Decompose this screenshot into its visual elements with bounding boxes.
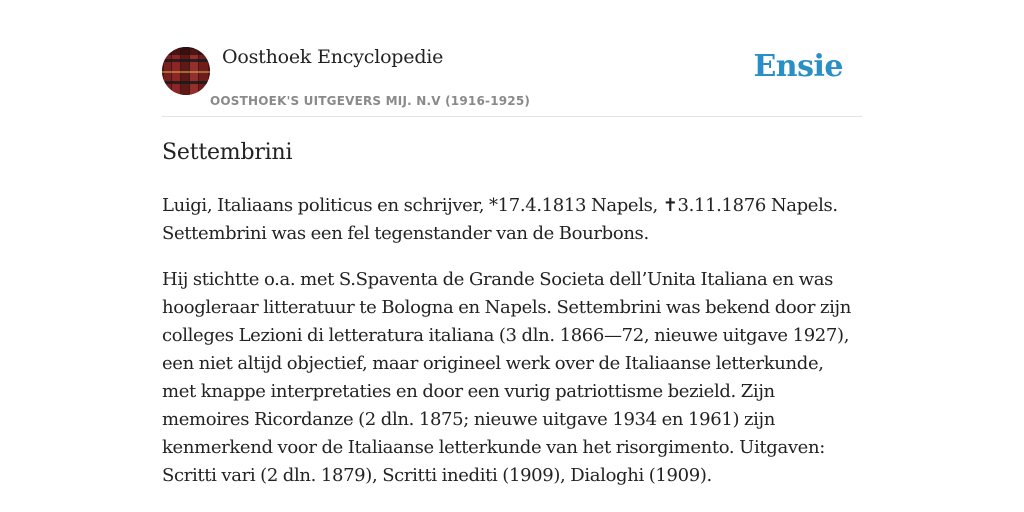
article-page: [162, 0, 862, 486]
article-paragraph: Hij stichtte o.a. met S.Spaventa de Grande Societa dell’Unita Italiana en was hoogleraar litteratuur te Bologna en Napels. Settembrini was bekend door zijn colleges Lezioni di letteratura italiana (3 dln. 1866—72, nieuwe uitgave 1927), een niet altijd objectief, maar origineel werk over de Italiaanse letterkunde, met knappe interpretaties en door een vurig patriottisme bezield. Zijn memoires Ricordanze (2 dln. 1875; nieuwe uitgave 1934 en 1961) zijn kenmerkend voor de Italiaanse letterkunde van het risorgimento. Uitgaven: Scritti vari (2 dln. 1879), Scritti inediti (1909), Dialoghi (1909).: [162, 269, 851, 486]
article-title: Settembrini: [162, 140, 293, 165]
book-spines-icon[interactable]: [162, 47, 210, 95]
source-subtitle: OOSTHOEK'S UITGEVERS MIJ. N.V (1916-1925): [210, 94, 531, 108]
article-body: [162, 192, 862, 508]
source-name[interactable]: Oosthoek Encyclopedie: [222, 46, 444, 68]
source-header: [162, 0, 862, 117]
article-paragraph: Luigi, Italiaans politicus en schrijver, *17.4.1813 Napels, ✝3.11.1876 Napels. Settembrini was een fel tegenstander van de Bourbons.: [162, 195, 838, 244]
brand-logo[interactable]: Ensie: [753, 49, 843, 84]
